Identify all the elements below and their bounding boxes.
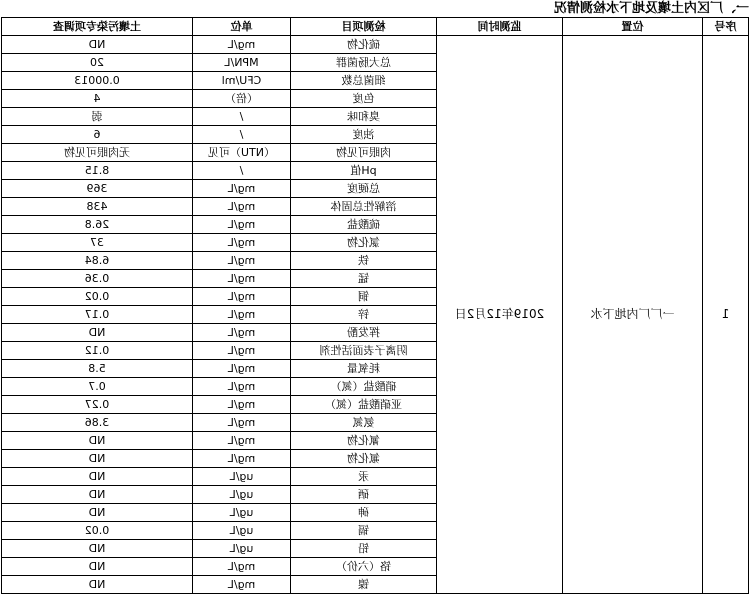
cell-value: 6.84 <box>2 252 193 270</box>
cell-item: 总硬度 <box>291 180 437 198</box>
table-row <box>2 36 749 54</box>
cell-unit: ug/L <box>193 468 291 486</box>
cell-value: ND <box>2 324 193 342</box>
cell-item: 挥发酚 <box>291 324 437 342</box>
cell-item: 锌 <box>291 306 437 324</box>
cell-item: 硝酸盐（氮） <box>291 378 437 396</box>
cell-value: 20 <box>2 54 193 72</box>
cell-item: 锰 <box>291 270 437 288</box>
cell-item: 铜 <box>291 288 437 306</box>
cell-unit: ug/L <box>193 522 291 540</box>
cell-item: 亚硝酸盐（氮） <box>291 396 437 414</box>
cell-value: 0.27 <box>2 396 193 414</box>
cell-value: 6 <box>2 126 193 144</box>
group-time: 2019年12月2日 <box>437 36 563 594</box>
cell-unit: mg/L <box>193 288 291 306</box>
header-item: 检测项目 <box>291 18 437 36</box>
cell-unit: mg/L <box>193 324 291 342</box>
cell-value: 369 <box>2 180 193 198</box>
cell-value: 弱 <box>2 108 193 126</box>
cell-item: 砷 <box>291 504 437 522</box>
cell-unit: ug/L <box>193 486 291 504</box>
group-location: 一厂厂内地下水 <box>563 36 703 594</box>
header-seq: 序号 <box>703 18 749 36</box>
cell-item: 铁 <box>291 252 437 270</box>
cell-value: 8.15 <box>2 162 193 180</box>
cell-unit: mg/L <box>193 252 291 270</box>
cell-value: 3.86 <box>2 414 193 432</box>
cell-unit: / <box>193 162 291 180</box>
cell-item: 镍 <box>291 576 437 594</box>
cell-unit: mg/L <box>193 180 291 198</box>
cell-unit: MPN/L <box>193 54 291 72</box>
cell-item: 溶解性总固体 <box>291 198 437 216</box>
cell-item: 臭和味 <box>291 108 437 126</box>
cell-value: 4 <box>2 90 193 108</box>
cell-value: 0.7 <box>2 378 193 396</box>
cell-unit: mg/L <box>193 432 291 450</box>
header-row <box>2 18 749 36</box>
header-unit: 单位 <box>193 18 291 36</box>
cell-unit: mg/L <box>193 216 291 234</box>
cell-unit: mg/L <box>193 414 291 432</box>
cell-unit: mg/L <box>193 450 291 468</box>
cell-unit: mg/L <box>193 396 291 414</box>
cell-unit: （NTU）可见 <box>193 144 291 162</box>
cell-item: 耗氧量 <box>291 360 437 378</box>
cell-item: pH值 <box>291 162 437 180</box>
group-seq: 1 <box>703 36 749 594</box>
document-title: 一、厂区内土壤及地下水检测情况 <box>553 1 749 16</box>
header-location: 位置 <box>563 18 703 36</box>
cell-value: ND <box>2 468 193 486</box>
cell-unit: mg/L <box>193 234 291 252</box>
cell-value: 37 <box>2 234 193 252</box>
cell-value: ND <box>2 36 193 54</box>
cell-unit: mg/L <box>193 558 291 576</box>
cell-value: ND <box>2 486 193 504</box>
cell-unit: ug/L <box>193 504 291 522</box>
cell-value: 438 <box>2 198 193 216</box>
cell-value: 0.12 <box>2 342 193 360</box>
cell-item: 总大肠菌群 <box>291 54 437 72</box>
cell-value: 0.00013 <box>2 72 193 90</box>
cell-item: 镉 <box>291 522 437 540</box>
cell-item: 氰化物 <box>291 432 437 450</box>
cell-unit: mg/L <box>193 576 291 594</box>
cell-value: 0.36 <box>2 270 193 288</box>
cell-value: 0.02 <box>2 522 193 540</box>
cell-value: 无肉眼可见物 <box>2 144 193 162</box>
cell-unit: mg/L <box>193 306 291 324</box>
cell-value: 5.8 <box>2 360 193 378</box>
cell-value: 0.02 <box>2 288 193 306</box>
cell-item: 细菌总数 <box>291 72 437 90</box>
cell-item: 硒 <box>291 486 437 504</box>
header-value: 土壤污染专项调查 <box>2 18 193 36</box>
cell-value: ND <box>2 540 193 558</box>
cell-value: ND <box>2 558 193 576</box>
cell-item: 铬（六价） <box>291 558 437 576</box>
cell-unit: mg/L <box>193 378 291 396</box>
cell-unit: mg/L <box>193 360 291 378</box>
header-time: 监测时间 <box>437 18 563 36</box>
cell-unit: CFU/ml <box>193 72 291 90</box>
cell-item: 氟化物 <box>291 450 437 468</box>
cell-value: 26.8 <box>2 216 193 234</box>
cell-value: ND <box>2 432 193 450</box>
cell-item: 汞 <box>291 468 437 486</box>
cell-item: 阴离子表面活性剂 <box>291 342 437 360</box>
cell-unit: mg/L <box>193 270 291 288</box>
cell-item: 肉眼可见物 <box>291 144 437 162</box>
cell-value: ND <box>2 450 193 468</box>
cell-item: 铅 <box>291 540 437 558</box>
cell-item: 硫酸盐 <box>291 216 437 234</box>
cell-item: 硫化物 <box>291 36 437 54</box>
groundwater-test-table <box>1 17 749 594</box>
cell-unit: ug/L <box>193 540 291 558</box>
cell-item: 氯化物 <box>291 234 437 252</box>
cell-value: 0.17 <box>2 306 193 324</box>
cell-unit: mg/L <box>193 198 291 216</box>
cell-unit: mg/L <box>193 342 291 360</box>
cell-value: ND <box>2 576 193 594</box>
cell-item: 色度 <box>291 90 437 108</box>
cell-unit: mg/L <box>193 36 291 54</box>
cell-unit: / <box>193 108 291 126</box>
cell-unit: （倍） <box>193 90 291 108</box>
cell-item: 浊度 <box>291 126 437 144</box>
cell-item: 氨氮 <box>291 414 437 432</box>
cell-unit: / <box>193 126 291 144</box>
cell-value: ND <box>2 504 193 522</box>
